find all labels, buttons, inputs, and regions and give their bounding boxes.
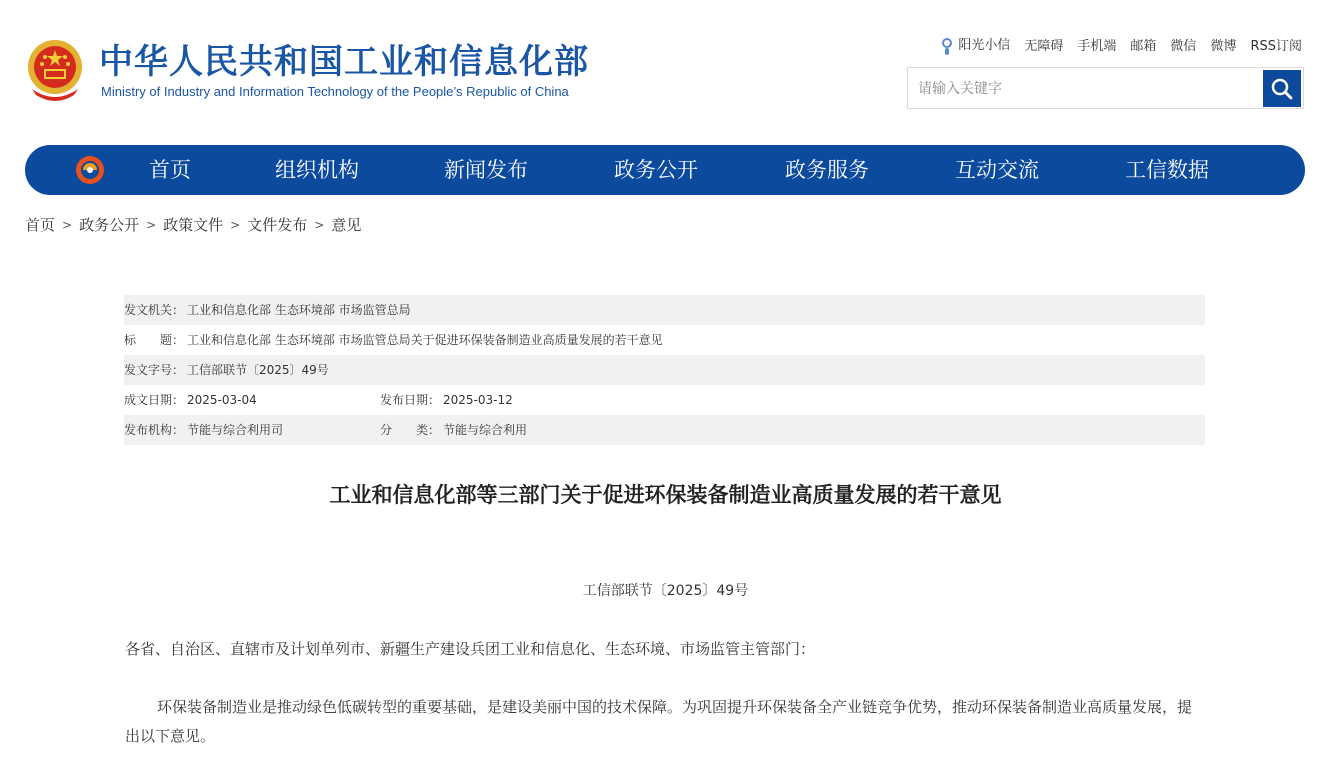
breadcrumb-gov-affairs[interactable]: 政务公开: [79, 216, 140, 234]
meta-label: 成文日期：: [124, 393, 185, 407]
article-title: 工业和信息化部等三部门关于促进环保装备制造业高质量发展的若干意见: [329, 483, 1002, 507]
breadcrumb-separator: >: [230, 217, 241, 232]
meta-row-number: [124, 355, 1205, 385]
breadcrumb: [25, 214, 361, 235]
meta-label: 分 类：: [380, 423, 441, 437]
meta-row-dates: [124, 385, 1205, 415]
search-button[interactable]: [1263, 70, 1301, 107]
document-meta-table: [124, 295, 1205, 445]
article-doc-number: 工信部联节〔2025〕49号: [582, 583, 749, 599]
search-box: [907, 67, 1304, 109]
meta-doc-number: 工信部联节〔2025〕49号: [187, 363, 329, 377]
article-recipients: 各省、自治区、直辖市及计划单列市、新疆生产建设兵团工业和信息化、生态环境、市场监管主管部门：: [125, 640, 816, 658]
meta-row-issuer: [124, 295, 1205, 325]
link-mobile[interactable]: 手机端: [1077, 39, 1117, 55]
link-label: 阳光小信: [958, 38, 1011, 53]
ministry-logo-icon[interactable]: [73, 153, 107, 187]
meta-label: 发布机构：: [124, 423, 185, 437]
breadcrumb-home[interactable]: 首页: [25, 216, 56, 234]
nav-organization[interactable]: 组织机构: [275, 158, 359, 182]
search-icon: [1270, 77, 1294, 101]
search-input[interactable]: [918, 78, 1258, 100]
meta-label: 标 题：: [124, 333, 185, 347]
article-paragraph: 环保装备制造业是推动绿色低碳转型的重要基础，是建设美丽中国的技术保障。为巩固提升环保装备全产业链竞争优势，推动环保装备制造业高质量发展，提出以下意见。: [125, 698, 1193, 745]
breadcrumb-doc-release[interactable]: 文件发布: [247, 216, 308, 234]
link-weibo[interactable]: 微博: [1210, 39, 1237, 55]
nav-interaction[interactable]: 互动交流: [955, 158, 1039, 182]
nav-gov-affairs[interactable]: 政务公开: [614, 158, 698, 182]
site-subtitle: Ministry of Industry and Information Technology of the People’s Republic of China: [101, 84, 569, 99]
meta-row-title: [124, 325, 1205, 355]
meta-agency: 节能与综合利用司: [187, 423, 284, 437]
meta-label: 发文字号：: [124, 363, 185, 377]
meta-label: 发布日期：: [380, 393, 441, 407]
link-wechat[interactable]: 微信: [1170, 39, 1197, 55]
link-mailbox[interactable]: 邮箱: [1130, 39, 1157, 55]
nav-home[interactable]: 首页: [149, 158, 191, 182]
nav-data[interactable]: 工信数据: [1125, 158, 1209, 182]
link-accessibility[interactable]: 无障碍: [1024, 39, 1064, 55]
link-sunshine[interactable]: [940, 34, 1010, 56]
meta-published-date: 2025-03-12: [443, 393, 513, 407]
breadcrumb-separator: >: [314, 217, 325, 232]
meta-category: 节能与综合利用: [443, 423, 528, 437]
site-title[interactable]: 中华人民共和国工业和信息化部: [99, 42, 589, 82]
meta-created-date: 2025-03-04: [187, 393, 257, 407]
link-rss[interactable]: RSS订阅: [1250, 39, 1302, 55]
main-nav: [25, 145, 1305, 195]
meta-title: 工业和信息化部 生态环境部 市场监管总局关于促进环保装备制造业高质量发展的若干意见: [187, 333, 663, 347]
nav-news[interactable]: 新闻发布: [444, 158, 528, 182]
nav-gov-services[interactable]: 政务服务: [785, 158, 869, 182]
breadcrumb-separator: >: [62, 217, 73, 232]
meta-label: 发文机关：: [124, 303, 185, 317]
breadcrumb-separator: >: [146, 217, 157, 232]
national-emblem-logo[interactable]: [24, 37, 86, 103]
breadcrumb-policy-docs[interactable]: 政策文件: [163, 216, 224, 234]
top-links: [940, 34, 1302, 56]
breadcrumb-opinions[interactable]: 意见: [331, 216, 362, 234]
meta-row-agency: [124, 415, 1205, 445]
mascot-icon: [940, 36, 954, 56]
meta-issuer: 工业和信息化部 生态环境部 市场监管总局: [187, 303, 411, 317]
